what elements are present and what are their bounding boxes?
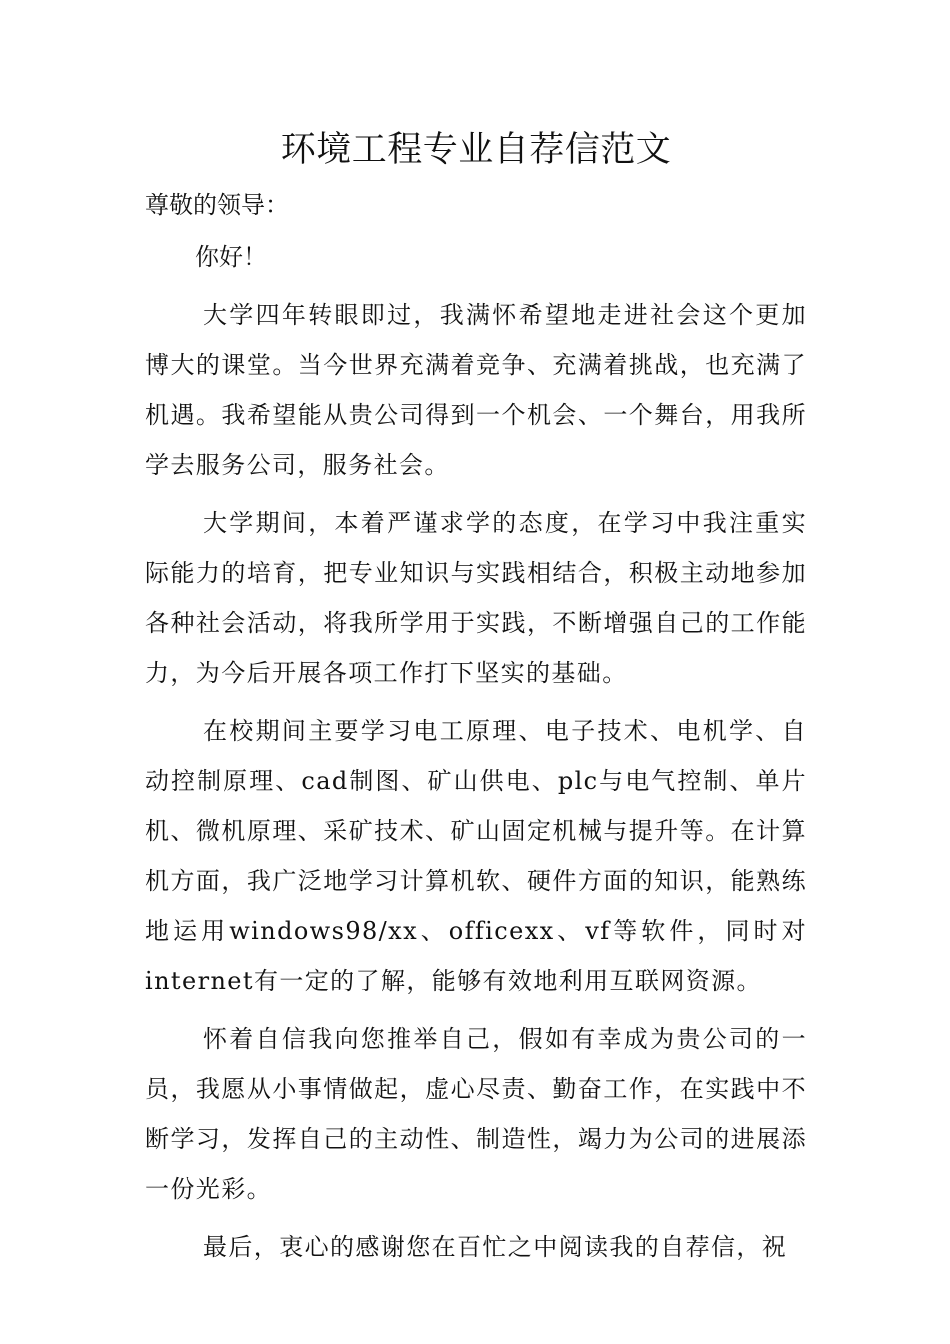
paragraph-introduction: 大学四年转眼即过，我满怀希望地走进社会这个更加博大的课堂。当今世界充满着竞争、充满着挑战，也充满了机遇。我希望能从贵公司得到一个机会、一个舞台，用我所学去服务公司，服务社会。 [145, 301, 807, 479]
document-page [145, 128, 807, 1272]
salutation: 尊敬的领导： [145, 191, 289, 219]
document-title: 环境工程专业自荐信范文 [280, 130, 672, 170]
paragraph-courses-skills: 在校期间主要学习电工原理、电子技术、电机学、自动控制原理、cad制图、矿山供电、plc与电气控制、单片机、微机原理、采矿技术、矿山固定机械与提升等。在计算机方面，我广泛地学习计算机软、硬件方面的知识，能熟练地运用windows98/xx、officexx、vf等软件，同时对internet有一定的了解，能够有效地利用互联网资源。 [145, 717, 807, 995]
paragraph-university-study: 大学期间，本着严谨求学的态度，在学习中我注重实际能力的培育，把专业知识与实践相结合，积极主动地参加各种社会活动，将我所学用于实践，不断增强自己的工作能力，为今后开展各项工作打下坚实的基础。 [145, 509, 807, 687]
paragraph-closing: 最后，衷心的感谢您在百忙之中阅读我的自荐信，祝 [203, 1233, 788, 1261]
paragraph-self-recommendation: 怀着自信我向您推举自己，假如有幸成为贵公司的一员，我愿从小事情做起，虚心尽责、勤奋工作，在实践中不断学习，发挥自己的主动性、制造性，竭力为公司的进展添一份光彩。 [145, 1025, 807, 1203]
greeting: 你好！ [195, 243, 267, 271]
